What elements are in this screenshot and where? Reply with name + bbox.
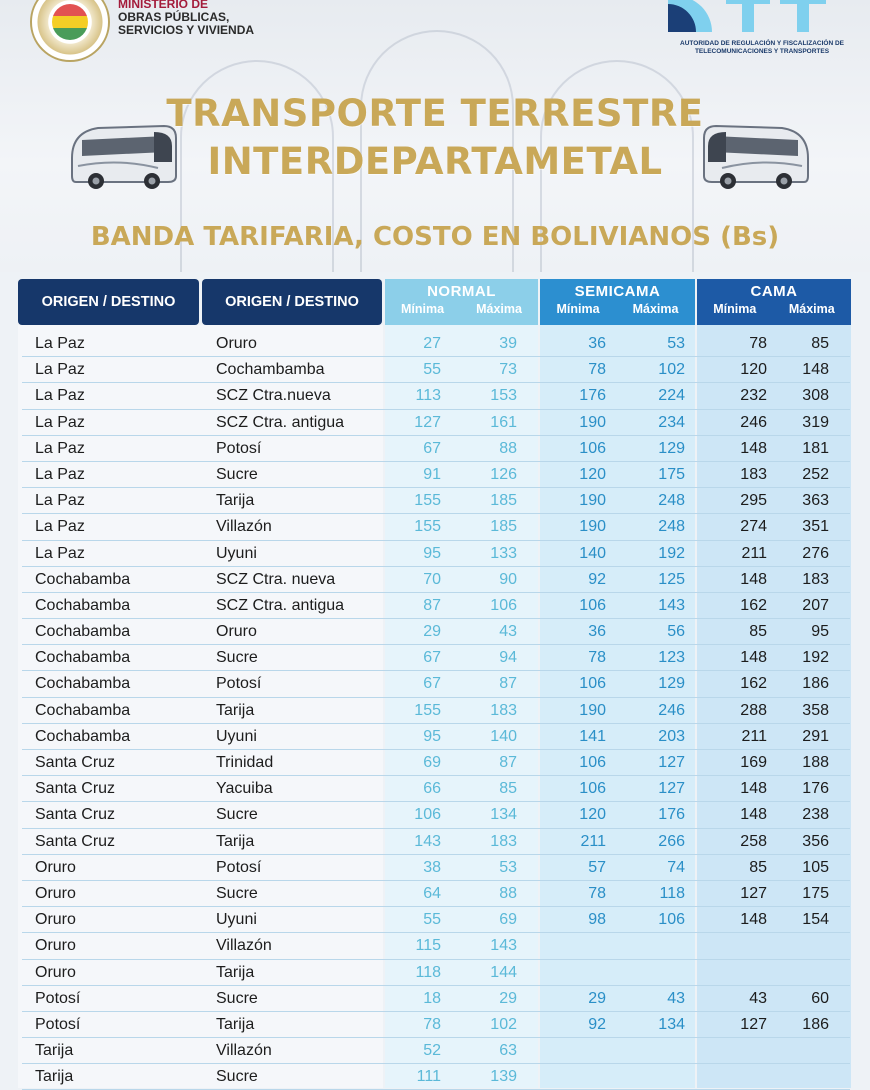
semicama-max-cell: 143 <box>658 596 685 614</box>
destination-cell: SCZ Ctra. nueva <box>216 570 336 588</box>
table-row <box>0 462 870 488</box>
destination-cell: Sucre <box>216 989 258 1007</box>
origin-cell: Tarija <box>35 1042 74 1060</box>
destination-cell: Sucre <box>216 1068 258 1086</box>
table-row <box>0 1064 870 1090</box>
cama-min-cell: 211 <box>741 544 767 562</box>
cama-max-cell: 105 <box>802 858 829 876</box>
cama-max-cell: 351 <box>802 518 829 536</box>
origin-cell: La Paz <box>35 465 85 483</box>
cama-min-cell: 127 <box>740 884 767 902</box>
destination-cell: SCZ Ctra.nueva <box>216 387 331 405</box>
normal-max-cell: 53 <box>499 858 517 876</box>
destination-cell: Potosí <box>216 858 262 876</box>
semicama-min-cell: 211 <box>580 832 606 850</box>
semicama-min-cell: 190 <box>579 701 606 719</box>
normal-min-cell: 38 <box>423 858 441 876</box>
cama-max-cell: 192 <box>802 649 829 667</box>
semicama-max-cell: 129 <box>658 439 685 457</box>
origin-cell: La Paz <box>35 361 85 379</box>
table-row <box>0 1038 870 1064</box>
destination-cell: Villazón <box>216 937 272 955</box>
cama-max-cell: 148 <box>802 361 829 379</box>
cama-max-cell: 176 <box>802 780 829 798</box>
normal-max-cell: 73 <box>499 361 517 379</box>
cama-min-cell: 288 <box>740 701 767 719</box>
normal-max-cell: 87 <box>499 754 517 771</box>
header-destination: ORIGEN / DESTINO <box>202 279 382 325</box>
cama-max-cell: 181 <box>802 439 829 457</box>
normal-min-cell: 155 <box>414 518 441 536</box>
semicama-min-cell: 98 <box>588 911 606 929</box>
cama-max-cell: 85 <box>811 335 829 352</box>
destination-cell: Trinidad <box>216 754 274 771</box>
cama-max-cell: 252 <box>802 465 829 483</box>
cama-max-cell: 183 <box>802 570 829 588</box>
semicama-max-cell: 118 <box>659 884 685 902</box>
cama-min-cell: 232 <box>740 387 767 405</box>
cama-max-cell: 95 <box>811 623 829 641</box>
semicama-max-cell: 248 <box>658 518 685 536</box>
normal-max-cell: 139 <box>490 1068 517 1086</box>
table-row <box>0 331 870 357</box>
header-semicama <box>540 279 695 325</box>
destination-cell: SCZ Ctra. antigua <box>216 413 345 431</box>
semicama-min-cell: 29 <box>588 989 606 1007</box>
cama-min-cell: 162 <box>740 675 767 693</box>
normal-min-cell: 95 <box>423 544 441 562</box>
destination-cell: Sucre <box>216 806 258 824</box>
table-row <box>0 357 870 383</box>
header-max-label: Máxima <box>476 302 522 316</box>
origin-cell: Cochabamba <box>35 649 131 667</box>
origin-cell: La Paz <box>35 439 85 457</box>
normal-min-cell: 111 <box>416 1068 441 1086</box>
table-row <box>0 645 870 671</box>
cama-min-cell: 211 <box>741 727 767 745</box>
destination-cell: Sucre <box>216 649 258 667</box>
att-caption: AUTORIDAD DE REGULACIÓN Y FISCALIZACIÓN DE TELECOMUNICACIONES Y TRANSPORTES <box>680 40 844 55</box>
cama-max-cell: 175 <box>802 884 829 902</box>
semicama-min-cell: 120 <box>579 806 606 824</box>
semicama-min-cell: 176 <box>579 387 606 405</box>
normal-max-cell: 133 <box>490 544 517 562</box>
table-row <box>0 829 870 855</box>
semicama-max-cell: 176 <box>658 806 685 824</box>
destination-cell: Tarija <box>216 1015 255 1033</box>
table-row <box>0 567 870 593</box>
table-row <box>0 514 870 540</box>
normal-max-cell: 140 <box>490 727 517 745</box>
semicama-max-cell: 123 <box>658 649 685 667</box>
cama-min-cell: 148 <box>740 806 767 824</box>
origin-cell: Cochabamba <box>35 701 131 719</box>
semicama-min-cell: 190 <box>579 413 606 431</box>
cama-max-cell: 291 <box>802 727 829 745</box>
semicama-max-cell: 106 <box>658 911 685 929</box>
normal-max-cell: 126 <box>490 465 517 483</box>
origin-cell: Santa Cruz <box>35 780 116 798</box>
semicama-max-cell: 248 <box>658 492 685 510</box>
normal-min-cell: 78 <box>423 1015 441 1033</box>
normal-max-cell: 143 <box>490 937 517 955</box>
semicama-max-cell: 234 <box>658 413 685 431</box>
cama-max-cell: 308 <box>802 387 829 405</box>
cama-max-cell: 188 <box>802 754 829 771</box>
semicama-max-cell: 203 <box>658 727 685 745</box>
origin-cell: Oruro <box>35 937 76 955</box>
normal-max-cell: 69 <box>499 911 517 929</box>
semicama-max-cell: 192 <box>658 544 685 562</box>
cama-min-cell: 258 <box>740 832 767 850</box>
semicama-min-cell: 92 <box>588 1015 606 1033</box>
cama-min-cell: 295 <box>740 492 767 510</box>
normal-max-cell: 106 <box>490 596 517 614</box>
destination-cell: Tarija <box>216 832 255 850</box>
normal-max-cell: 90 <box>499 570 517 588</box>
destination-cell: Cochambamba <box>216 361 325 379</box>
destination-cell: Yacuiba <box>216 780 273 798</box>
normal-min-cell: 52 <box>423 1042 441 1060</box>
normal-min-cell: 67 <box>423 649 441 667</box>
cama-min-cell: 148 <box>740 911 767 929</box>
table-row <box>0 881 870 907</box>
att-logo <box>668 0 838 36</box>
table-row <box>0 383 870 409</box>
semicama-max-cell: 53 <box>667 335 685 352</box>
semicama-min-cell: 190 <box>579 492 606 510</box>
cama-min-cell: 127 <box>740 1015 767 1033</box>
ministry-line3: SERVICIOS Y VIVIENDA <box>118 23 255 37</box>
table-row <box>0 907 870 933</box>
semicama-max-cell: 125 <box>658 570 685 588</box>
table-row <box>0 855 870 881</box>
normal-min-cell: 95 <box>423 727 441 745</box>
header-max-label: Máxima <box>632 302 679 316</box>
normal-max-cell: 183 <box>490 832 517 850</box>
origin-cell: La Paz <box>35 387 85 405</box>
normal-max-cell: 161 <box>490 413 517 431</box>
destination-cell: Tarija <box>216 963 255 981</box>
semicama-min-cell: 78 <box>588 361 606 379</box>
origin-cell: Oruro <box>35 911 76 929</box>
semicama-max-cell: 127 <box>658 780 685 798</box>
origin-cell: Cochabamba <box>35 675 131 693</box>
destination-cell: Uyuni <box>216 727 257 745</box>
normal-max-cell: 144 <box>490 963 517 981</box>
destination-cell: Oruro <box>216 335 257 352</box>
semicama-min-cell: 78 <box>588 884 606 902</box>
semicama-min-cell: 36 <box>588 623 606 641</box>
cama-min-cell: 85 <box>749 623 767 641</box>
origin-cell: La Paz <box>35 413 85 431</box>
ministry-line1: MINISTERIO DE <box>118 0 209 11</box>
destination-cell: Tarija <box>216 701 255 719</box>
semicama-max-cell: 129 <box>658 675 685 693</box>
semicama-min-cell: 120 <box>579 465 606 483</box>
cama-max-cell: 358 <box>802 701 829 719</box>
normal-min-cell: 155 <box>414 701 441 719</box>
normal-max-cell: 43 <box>499 623 517 641</box>
table-row <box>0 960 870 986</box>
normal-max-cell: 183 <box>490 701 517 719</box>
semicama-max-cell: 224 <box>658 387 685 405</box>
table-row <box>0 1012 870 1038</box>
origin-cell: Santa Cruz <box>35 832 116 850</box>
destination-cell: Sucre <box>216 884 258 902</box>
normal-max-cell: 88 <box>499 439 517 457</box>
ministry-name <box>118 0 254 37</box>
semicama-min-cell: 141 <box>579 727 606 745</box>
header-normal-label: NORMAL <box>427 283 496 300</box>
table-row <box>0 593 870 619</box>
semicama-min-cell: 106 <box>579 675 606 693</box>
header-min-label: Mínima <box>556 302 600 316</box>
table-row <box>0 671 870 697</box>
semicama-min-cell: 106 <box>579 754 606 771</box>
cama-min-cell: 148 <box>740 570 767 588</box>
cama-min-cell: 169 <box>740 754 767 771</box>
origin-cell: La Paz <box>35 518 85 536</box>
semicama-max-cell: 43 <box>667 989 685 1007</box>
table-row <box>0 776 870 802</box>
page-title-line1: TRANSPORTE TERRESTRE <box>166 92 704 135</box>
origin-cell: Santa Cruz <box>35 806 116 824</box>
cama-max-cell: 207 <box>802 596 829 614</box>
cama-min-cell: 274 <box>740 518 767 536</box>
semicama-max-cell: 175 <box>658 465 685 483</box>
destination-cell: Villazón <box>216 1042 272 1060</box>
normal-max-cell: 185 <box>490 492 517 510</box>
normal-min-cell: 64 <box>423 884 441 902</box>
table-row <box>0 619 870 645</box>
header-cama-label: CAMA <box>750 283 798 300</box>
ministry-line2: OBRAS PÚBLICAS, <box>118 10 230 24</box>
destination-cell: Potosí <box>216 439 262 457</box>
cama-max-cell: 186 <box>802 1015 829 1033</box>
origin-cell: Potosí <box>35 989 81 1007</box>
table-row <box>0 488 870 514</box>
normal-max-cell: 102 <box>490 1015 517 1033</box>
normal-min-cell: 27 <box>423 335 441 352</box>
origin-cell: Cochabamba <box>35 623 131 641</box>
destination-cell: Potosí <box>216 675 262 693</box>
header-max-label: Máxima <box>788 302 835 316</box>
origin-cell: Santa Cruz <box>35 754 116 771</box>
normal-min-cell: 70 <box>423 570 441 588</box>
cama-max-cell: 186 <box>802 675 829 693</box>
normal-max-cell: 185 <box>490 518 517 536</box>
semicama-min-cell: 140 <box>579 544 606 562</box>
header-semicama-label: SEMICAMA <box>574 283 661 300</box>
page-subtitle: BANDA TARIFARIA, COSTO EN BOLIVIANOS (Bs) <box>90 222 780 252</box>
header-normal <box>385 279 538 325</box>
table-row <box>0 802 870 828</box>
normal-min-cell: 18 <box>423 989 441 1007</box>
normal-max-cell: 88 <box>499 884 517 902</box>
origin-cell: Oruro <box>35 858 76 876</box>
destination-cell: Villazón <box>216 518 272 536</box>
origin-cell: La Paz <box>35 492 85 510</box>
origin-cell: Potosí <box>35 1015 81 1033</box>
destination-cell: Uyuni <box>216 544 257 562</box>
cama-min-cell: 78 <box>749 335 767 352</box>
normal-min-cell: 67 <box>423 439 441 457</box>
cama-max-cell: 238 <box>802 806 829 824</box>
semicama-max-cell: 56 <box>667 623 685 641</box>
normal-max-cell: 134 <box>490 806 517 824</box>
semicama-max-cell: 246 <box>658 701 685 719</box>
hero-banner <box>0 0 870 272</box>
normal-min-cell: 115 <box>415 937 441 955</box>
origin-cell: Cochabamba <box>35 727 131 745</box>
normal-max-cell: 39 <box>499 335 517 352</box>
header-origin: ORIGEN / DESTINO <box>18 279 199 325</box>
cama-max-cell: 319 <box>802 413 829 431</box>
semicama-max-cell: 102 <box>658 361 685 379</box>
cama-min-cell: 120 <box>740 361 767 379</box>
cama-min-cell: 148 <box>740 439 767 457</box>
semicama-max-cell: 134 <box>658 1015 685 1033</box>
cama-max-cell: 154 <box>802 911 829 929</box>
normal-min-cell: 87 <box>423 596 441 614</box>
table-row <box>0 986 870 1012</box>
semicama-min-cell: 78 <box>588 649 606 667</box>
destination-cell: Oruro <box>216 623 257 641</box>
origin-cell: Tarija <box>35 1068 74 1086</box>
normal-max-cell: 87 <box>499 675 517 693</box>
normal-min-cell: 127 <box>414 413 441 431</box>
origin-cell: Oruro <box>35 963 76 981</box>
semicama-max-cell: 266 <box>658 832 685 850</box>
table-row <box>0 933 870 959</box>
cama-min-cell: 85 <box>749 858 767 876</box>
semicama-max-cell: 127 <box>658 754 685 771</box>
header-min-label: Mínima <box>713 302 757 316</box>
table-row <box>0 724 870 750</box>
normal-min-cell: 69 <box>423 754 441 771</box>
normal-min-cell: 118 <box>415 963 441 981</box>
header-min-label: Mínima <box>401 302 445 316</box>
header-cama <box>697 279 851 325</box>
table-row <box>0 436 870 462</box>
normal-min-cell: 55 <box>423 911 441 929</box>
normal-min-cell: 66 <box>423 780 441 798</box>
cama-min-cell: 162 <box>740 596 767 614</box>
normal-min-cell: 29 <box>423 623 441 641</box>
page-title-line2: INTERDEPARTAMETAL <box>207 140 663 183</box>
normal-min-cell: 91 <box>423 465 441 483</box>
semicama-min-cell: 92 <box>588 570 606 588</box>
cama-min-cell: 148 <box>740 780 767 798</box>
destination-cell: SCZ Ctra. antigua <box>216 596 345 614</box>
normal-min-cell: 155 <box>414 492 441 510</box>
cama-min-cell: 148 <box>740 649 767 667</box>
bolivia-seal-logo <box>30 0 110 62</box>
origin-cell: La Paz <box>35 544 85 562</box>
normal-max-cell: 29 <box>499 989 517 1007</box>
semicama-min-cell: 106 <box>579 596 606 614</box>
fare-table-rows <box>0 331 870 1090</box>
normal-max-cell: 94 <box>499 649 517 667</box>
table-row <box>0 410 870 436</box>
table-row <box>0 541 870 567</box>
semicama-min-cell: 36 <box>588 335 606 352</box>
destination-cell: Tarija <box>216 492 255 510</box>
normal-min-cell: 55 <box>423 361 441 379</box>
cama-min-cell: 43 <box>749 989 767 1007</box>
cama-min-cell: 183 <box>740 465 767 483</box>
normal-max-cell: 85 <box>499 780 517 798</box>
origin-cell: La Paz <box>35 335 85 352</box>
normal-min-cell: 143 <box>414 832 441 850</box>
normal-max-cell: 63 <box>499 1042 517 1060</box>
destination-cell: Sucre <box>216 465 258 483</box>
semicama-min-cell: 106 <box>579 439 606 457</box>
destination-cell: Uyuni <box>216 911 257 929</box>
cama-max-cell: 276 <box>802 544 829 562</box>
origin-cell: Oruro <box>35 884 76 902</box>
normal-min-cell: 106 <box>414 806 441 824</box>
table-row <box>0 750 870 776</box>
semicama-min-cell: 106 <box>579 780 606 798</box>
cama-min-cell: 246 <box>740 413 767 431</box>
table-row <box>0 698 870 724</box>
normal-max-cell: 153 <box>490 387 517 405</box>
semicama-max-cell: 74 <box>667 858 685 876</box>
semicama-min-cell: 190 <box>579 518 606 536</box>
origin-cell: Cochabamba <box>35 596 131 614</box>
normal-min-cell: 113 <box>415 387 441 405</box>
cama-max-cell: 356 <box>802 832 829 850</box>
cama-max-cell: 60 <box>811 989 829 1007</box>
cama-max-cell: 363 <box>802 492 829 510</box>
semicama-min-cell: 57 <box>588 858 606 876</box>
normal-min-cell: 67 <box>423 675 441 693</box>
origin-cell: Cochabamba <box>35 570 131 588</box>
